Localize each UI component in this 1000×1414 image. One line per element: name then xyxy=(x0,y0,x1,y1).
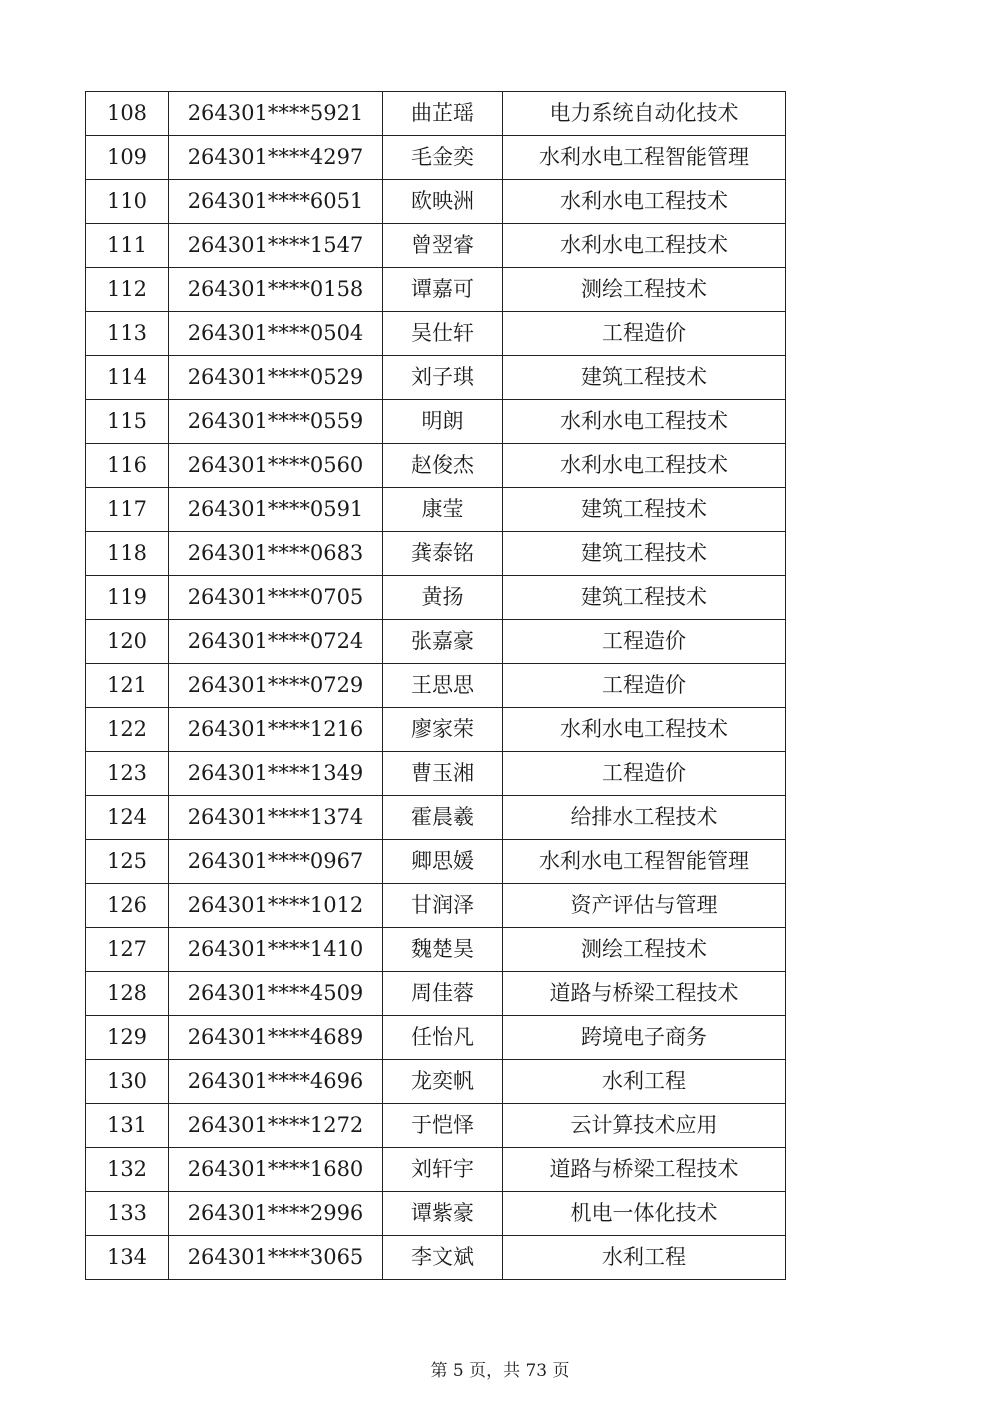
student-id-cell: 264301****3065 xyxy=(169,1236,383,1280)
student-id-cell: 264301****4689 xyxy=(169,1016,383,1060)
row-number-cell: 122 xyxy=(86,708,169,752)
major-cell: 水利水电工程技术 xyxy=(503,400,786,444)
table-row xyxy=(86,312,786,356)
major-cell: 水利水电工程技术 xyxy=(503,224,786,268)
table-row xyxy=(86,620,786,664)
table-row xyxy=(86,840,786,884)
student-id-cell: 264301****1012 xyxy=(169,884,383,928)
student-id-cell: 264301****0591 xyxy=(169,488,383,532)
row-number-cell: 131 xyxy=(86,1104,169,1148)
major-cell: 工程造价 xyxy=(503,312,786,356)
student-id-cell: 264301****4297 xyxy=(169,136,383,180)
row-number-cell: 127 xyxy=(86,928,169,972)
row-number-cell: 113 xyxy=(86,312,169,356)
student-id-cell: 264301****0158 xyxy=(169,268,383,312)
student-name-cell: 毛金奕 xyxy=(383,136,503,180)
row-number-cell: 110 xyxy=(86,180,169,224)
student-name-cell: 魏楚昊 xyxy=(383,928,503,972)
row-number-cell: 123 xyxy=(86,752,169,796)
student-id-cell: 264301****6051 xyxy=(169,180,383,224)
table-row xyxy=(86,796,786,840)
student-id-cell: 264301****0705 xyxy=(169,576,383,620)
student-name-cell: 曲芷瑶 xyxy=(383,92,503,136)
table-row xyxy=(86,268,786,312)
major-cell: 资产评估与管理 xyxy=(503,884,786,928)
student-id-cell: 264301****0559 xyxy=(169,400,383,444)
table-row xyxy=(86,532,786,576)
major-cell: 机电一体化技术 xyxy=(503,1192,786,1236)
table-row xyxy=(86,1148,786,1192)
student-name-cell: 甘润泽 xyxy=(383,884,503,928)
student-id-cell: 264301****1272 xyxy=(169,1104,383,1148)
student-name-cell: 吴仕轩 xyxy=(383,312,503,356)
major-cell: 工程造价 xyxy=(503,620,786,664)
row-number-cell: 112 xyxy=(86,268,169,312)
row-number-cell: 121 xyxy=(86,664,169,708)
table-row xyxy=(86,1192,786,1236)
student-name-cell: 刘轩宇 xyxy=(383,1148,503,1192)
student-id-cell: 264301****0724 xyxy=(169,620,383,664)
major-cell: 水利工程 xyxy=(503,1236,786,1280)
major-cell: 测绘工程技术 xyxy=(503,268,786,312)
major-cell: 电力系统自动化技术 xyxy=(503,92,786,136)
major-cell: 工程造价 xyxy=(503,664,786,708)
row-number-cell: 116 xyxy=(86,444,169,488)
student-name-cell: 龚泰铭 xyxy=(383,532,503,576)
table-row xyxy=(86,488,786,532)
table-row xyxy=(86,1060,786,1104)
table-row xyxy=(86,180,786,224)
table-row xyxy=(86,664,786,708)
student-name-cell: 张嘉豪 xyxy=(383,620,503,664)
student-id-cell: 264301****4509 xyxy=(169,972,383,1016)
row-number-cell: 132 xyxy=(86,1148,169,1192)
table-row xyxy=(86,576,786,620)
major-cell: 水利水电工程技术 xyxy=(503,708,786,752)
table-row xyxy=(86,136,786,180)
table-row xyxy=(86,708,786,752)
table-row xyxy=(86,972,786,1016)
row-number-cell: 129 xyxy=(86,1016,169,1060)
table-row xyxy=(86,928,786,972)
major-cell: 道路与桥梁工程技术 xyxy=(503,972,786,1016)
student-id-cell: 264301****2996 xyxy=(169,1192,383,1236)
student-name-cell: 黄扬 xyxy=(383,576,503,620)
student-id-cell: 264301****1547 xyxy=(169,224,383,268)
row-number-cell: 119 xyxy=(86,576,169,620)
student-id-cell: 264301****0529 xyxy=(169,356,383,400)
table-row xyxy=(86,92,786,136)
table-row xyxy=(86,224,786,268)
student-id-cell: 264301****0504 xyxy=(169,312,383,356)
student-name-cell: 任怡凡 xyxy=(383,1016,503,1060)
major-cell: 跨境电子商务 xyxy=(503,1016,786,1060)
row-number-cell: 115 xyxy=(86,400,169,444)
row-number-cell: 130 xyxy=(86,1060,169,1104)
major-cell: 水利水电工程智能管理 xyxy=(503,136,786,180)
major-cell: 测绘工程技术 xyxy=(503,928,786,972)
student-name-cell: 廖家荣 xyxy=(383,708,503,752)
table-row xyxy=(86,444,786,488)
student-name-cell: 赵俊杰 xyxy=(383,444,503,488)
major-cell: 工程造价 xyxy=(503,752,786,796)
row-number-cell: 120 xyxy=(86,620,169,664)
student-id-cell: 264301****5921 xyxy=(169,92,383,136)
row-number-cell: 117 xyxy=(86,488,169,532)
row-number-cell: 111 xyxy=(86,224,169,268)
major-cell: 水利水电工程技术 xyxy=(503,180,786,224)
student-name-cell: 曹玉湘 xyxy=(383,752,503,796)
row-number-cell: 114 xyxy=(86,356,169,400)
student-id-cell: 264301****1216 xyxy=(169,708,383,752)
student-id-cell: 264301****0560 xyxy=(169,444,383,488)
table-row xyxy=(86,1104,786,1148)
table-row xyxy=(86,1016,786,1060)
student-name-cell: 曾翌睿 xyxy=(383,224,503,268)
student-name-cell: 卿思媛 xyxy=(383,840,503,884)
row-number-cell: 118 xyxy=(86,532,169,576)
student-name-cell: 谭嘉可 xyxy=(383,268,503,312)
student-name-cell: 谭紫豪 xyxy=(383,1192,503,1236)
row-number-cell: 108 xyxy=(86,92,169,136)
major-cell: 水利水电工程智能管理 xyxy=(503,840,786,884)
major-cell: 云计算技术应用 xyxy=(503,1104,786,1148)
student-id-cell: 264301****4696 xyxy=(169,1060,383,1104)
student-id-cell: 264301****0729 xyxy=(169,664,383,708)
major-cell: 水利工程 xyxy=(503,1060,786,1104)
row-number-cell: 125 xyxy=(86,840,169,884)
table-row xyxy=(86,752,786,796)
roster-body xyxy=(86,92,786,1280)
table-row xyxy=(86,400,786,444)
student-name-cell: 刘子琪 xyxy=(383,356,503,400)
table-row xyxy=(86,884,786,928)
table-row xyxy=(86,1236,786,1280)
major-cell: 建筑工程技术 xyxy=(503,532,786,576)
major-cell: 建筑工程技术 xyxy=(503,356,786,400)
student-name-cell: 周佳蓉 xyxy=(383,972,503,1016)
student-name-cell: 明朗 xyxy=(383,400,503,444)
student-name-cell: 霍晨羲 xyxy=(383,796,503,840)
student-name-cell: 欧映洲 xyxy=(383,180,503,224)
student-id-cell: 264301****1349 xyxy=(169,752,383,796)
row-number-cell: 134 xyxy=(86,1236,169,1280)
row-number-cell: 109 xyxy=(86,136,169,180)
student-name-cell: 龙奕帆 xyxy=(383,1060,503,1104)
page-footer: 第 5 页，共 73 页 xyxy=(430,1361,570,1381)
table-row xyxy=(86,356,786,400)
student-roster-table xyxy=(85,91,786,1280)
student-name-cell: 王思思 xyxy=(383,664,503,708)
row-number-cell: 128 xyxy=(86,972,169,1016)
row-number-cell: 126 xyxy=(86,884,169,928)
major-cell: 建筑工程技术 xyxy=(503,576,786,620)
major-cell: 建筑工程技术 xyxy=(503,488,786,532)
student-id-cell: 264301****1680 xyxy=(169,1148,383,1192)
student-name-cell: 李文斌 xyxy=(383,1236,503,1280)
student-id-cell: 264301****0683 xyxy=(169,532,383,576)
student-id-cell: 264301****0967 xyxy=(169,840,383,884)
student-name-cell: 于恺怿 xyxy=(383,1104,503,1148)
major-cell: 给排水工程技术 xyxy=(503,796,786,840)
row-number-cell: 133 xyxy=(86,1192,169,1236)
major-cell: 道路与桥梁工程技术 xyxy=(503,1148,786,1192)
row-number-cell: 124 xyxy=(86,796,169,840)
student-name-cell: 康莹 xyxy=(383,488,503,532)
major-cell: 水利水电工程技术 xyxy=(503,444,786,488)
student-id-cell: 264301****1410 xyxy=(169,928,383,972)
student-id-cell: 264301****1374 xyxy=(169,796,383,840)
